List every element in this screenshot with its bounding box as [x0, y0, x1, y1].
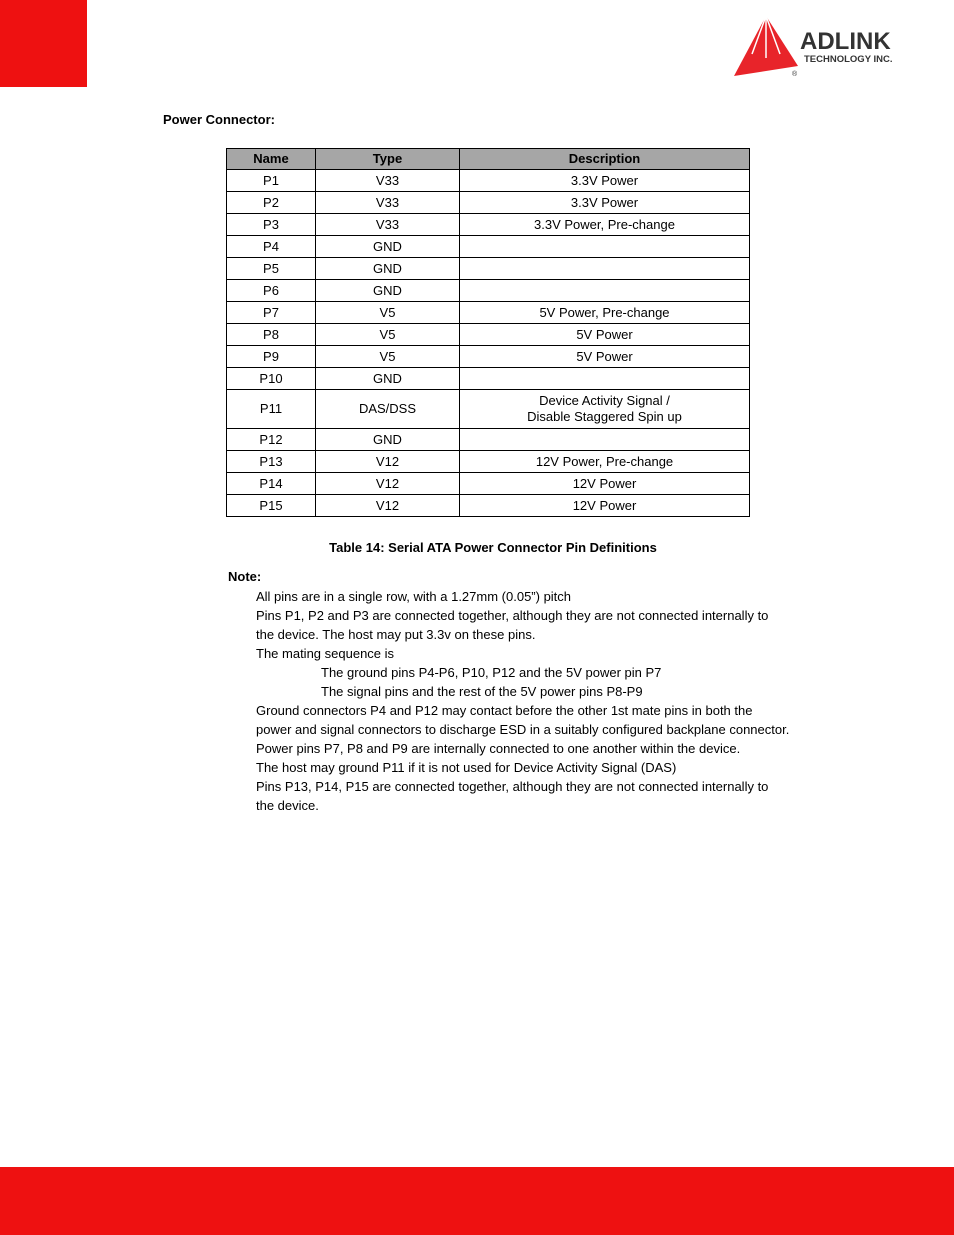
table-row [227, 236, 750, 258]
table-row [227, 214, 750, 236]
table-row [227, 302, 750, 324]
table-row [227, 258, 750, 280]
header-type: Type [316, 149, 460, 170]
cell-name: P3 [227, 214, 316, 236]
cell-type: GND [316, 280, 460, 302]
note-line: Power pins P7, P8 and P9 are internally connected to one another within the device. [256, 741, 741, 756]
cell-name: P9 [227, 346, 316, 368]
cell-description: 12V Power [460, 495, 750, 517]
section-title: Power Connector: [163, 112, 275, 127]
cell-name: P1 [227, 170, 316, 192]
cell-type: DAS/DSS [316, 390, 460, 429]
cell-description [460, 368, 750, 390]
table-row [227, 451, 750, 473]
adlink-logo [732, 14, 938, 80]
note-line: power and signal connectors to discharge ESD in a suitably configured backplane connector. [256, 722, 790, 737]
note-title: Note: [228, 569, 262, 584]
cell-description: 12V Power, Pre-change [460, 451, 750, 473]
table-row [227, 324, 750, 346]
note-line: The ground pins P4-P6, P10, P12 and the 5V power pin P7 [321, 665, 662, 680]
cell-description: 3.3V Power [460, 192, 750, 214]
table-row [227, 495, 750, 517]
cell-type: GND [316, 368, 460, 390]
cell-name: P6 [227, 280, 316, 302]
cell-name: P8 [227, 324, 316, 346]
cell-description: Device Activity Signal / Disable Staggered Spin up [460, 390, 750, 429]
cell-description [460, 280, 750, 302]
cell-description: 12V Power [460, 473, 750, 495]
table-row [227, 170, 750, 192]
cell-type: V12 [316, 473, 460, 495]
cell-type: V33 [316, 214, 460, 236]
cell-type: V12 [316, 451, 460, 473]
header-name: Name [227, 149, 316, 170]
cell-name: P4 [227, 236, 316, 258]
cell-name: P12 [227, 429, 316, 451]
cell-type: GND [316, 429, 460, 451]
table-header-row [227, 149, 750, 170]
cell-description: 5V Power [460, 346, 750, 368]
cell-name: P5 [227, 258, 316, 280]
logo-subtitle: TECHNOLOGY INC. [804, 54, 893, 65]
cell-type: V12 [316, 495, 460, 517]
table-row [227, 368, 750, 390]
cell-name: P15 [227, 495, 316, 517]
footer-red-band [0, 1167, 954, 1235]
cell-description: 5V Power, Pre-change [460, 302, 750, 324]
table-row [227, 280, 750, 302]
note-line: the device. [256, 798, 319, 813]
table-row [227, 473, 750, 495]
cell-description: 3.3V Power, Pre-change [460, 214, 750, 236]
note-line: The host may ground P11 if it is not used for Device Activity Signal (DAS) [256, 760, 677, 775]
cell-description [460, 429, 750, 451]
header-red-block [0, 0, 87, 87]
note-line: Ground connectors P4 and P12 may contact before the other 1st mate pins in both the [256, 703, 753, 718]
cell-type: GND [316, 236, 460, 258]
cell-description [460, 236, 750, 258]
note-line: All pins are in a single row, with a 1.27mm (0.05”) pitch [256, 589, 572, 604]
table-row [227, 390, 750, 429]
pin-definition-table [226, 148, 750, 517]
cell-type: V5 [316, 346, 460, 368]
note-line: Pins P13, P14, P15 are connected together, although they are not connected internally to [256, 779, 769, 794]
note-line: Pins P1, P2 and P3 are connected together, although they are not connected internally to [256, 608, 769, 623]
cell-description: 5V Power [460, 324, 750, 346]
cell-name: P10 [227, 368, 316, 390]
logo-wordmark: ADLINK [800, 28, 891, 55]
cell-name: P14 [227, 473, 316, 495]
note-line: the device. The host may put 3.3v on these pins. [256, 627, 536, 642]
cell-type: V5 [316, 302, 460, 324]
note-body [256, 587, 856, 815]
cell-name: P7 [227, 302, 316, 324]
cell-name: P11 [227, 390, 316, 429]
table-caption: Table 14: Serial ATA Power Connector Pin Definitions [329, 540, 657, 555]
table-row [227, 346, 750, 368]
table-row [227, 429, 750, 451]
header-description: Description [460, 149, 750, 170]
note-line: The signal pins and the rest of the 5V power pins P8-P9 [321, 684, 643, 699]
cell-type: GND [316, 258, 460, 280]
cell-description [460, 258, 750, 280]
logo-registered-mark: ® [792, 71, 798, 78]
cell-description: 3.3V Power [460, 170, 750, 192]
cell-name: P2 [227, 192, 316, 214]
cell-type: V33 [316, 192, 460, 214]
cell-type: V33 [316, 170, 460, 192]
cell-type: V5 [316, 324, 460, 346]
cell-name: P13 [227, 451, 316, 473]
table-row [227, 192, 750, 214]
note-line: The mating sequence is [256, 646, 395, 661]
